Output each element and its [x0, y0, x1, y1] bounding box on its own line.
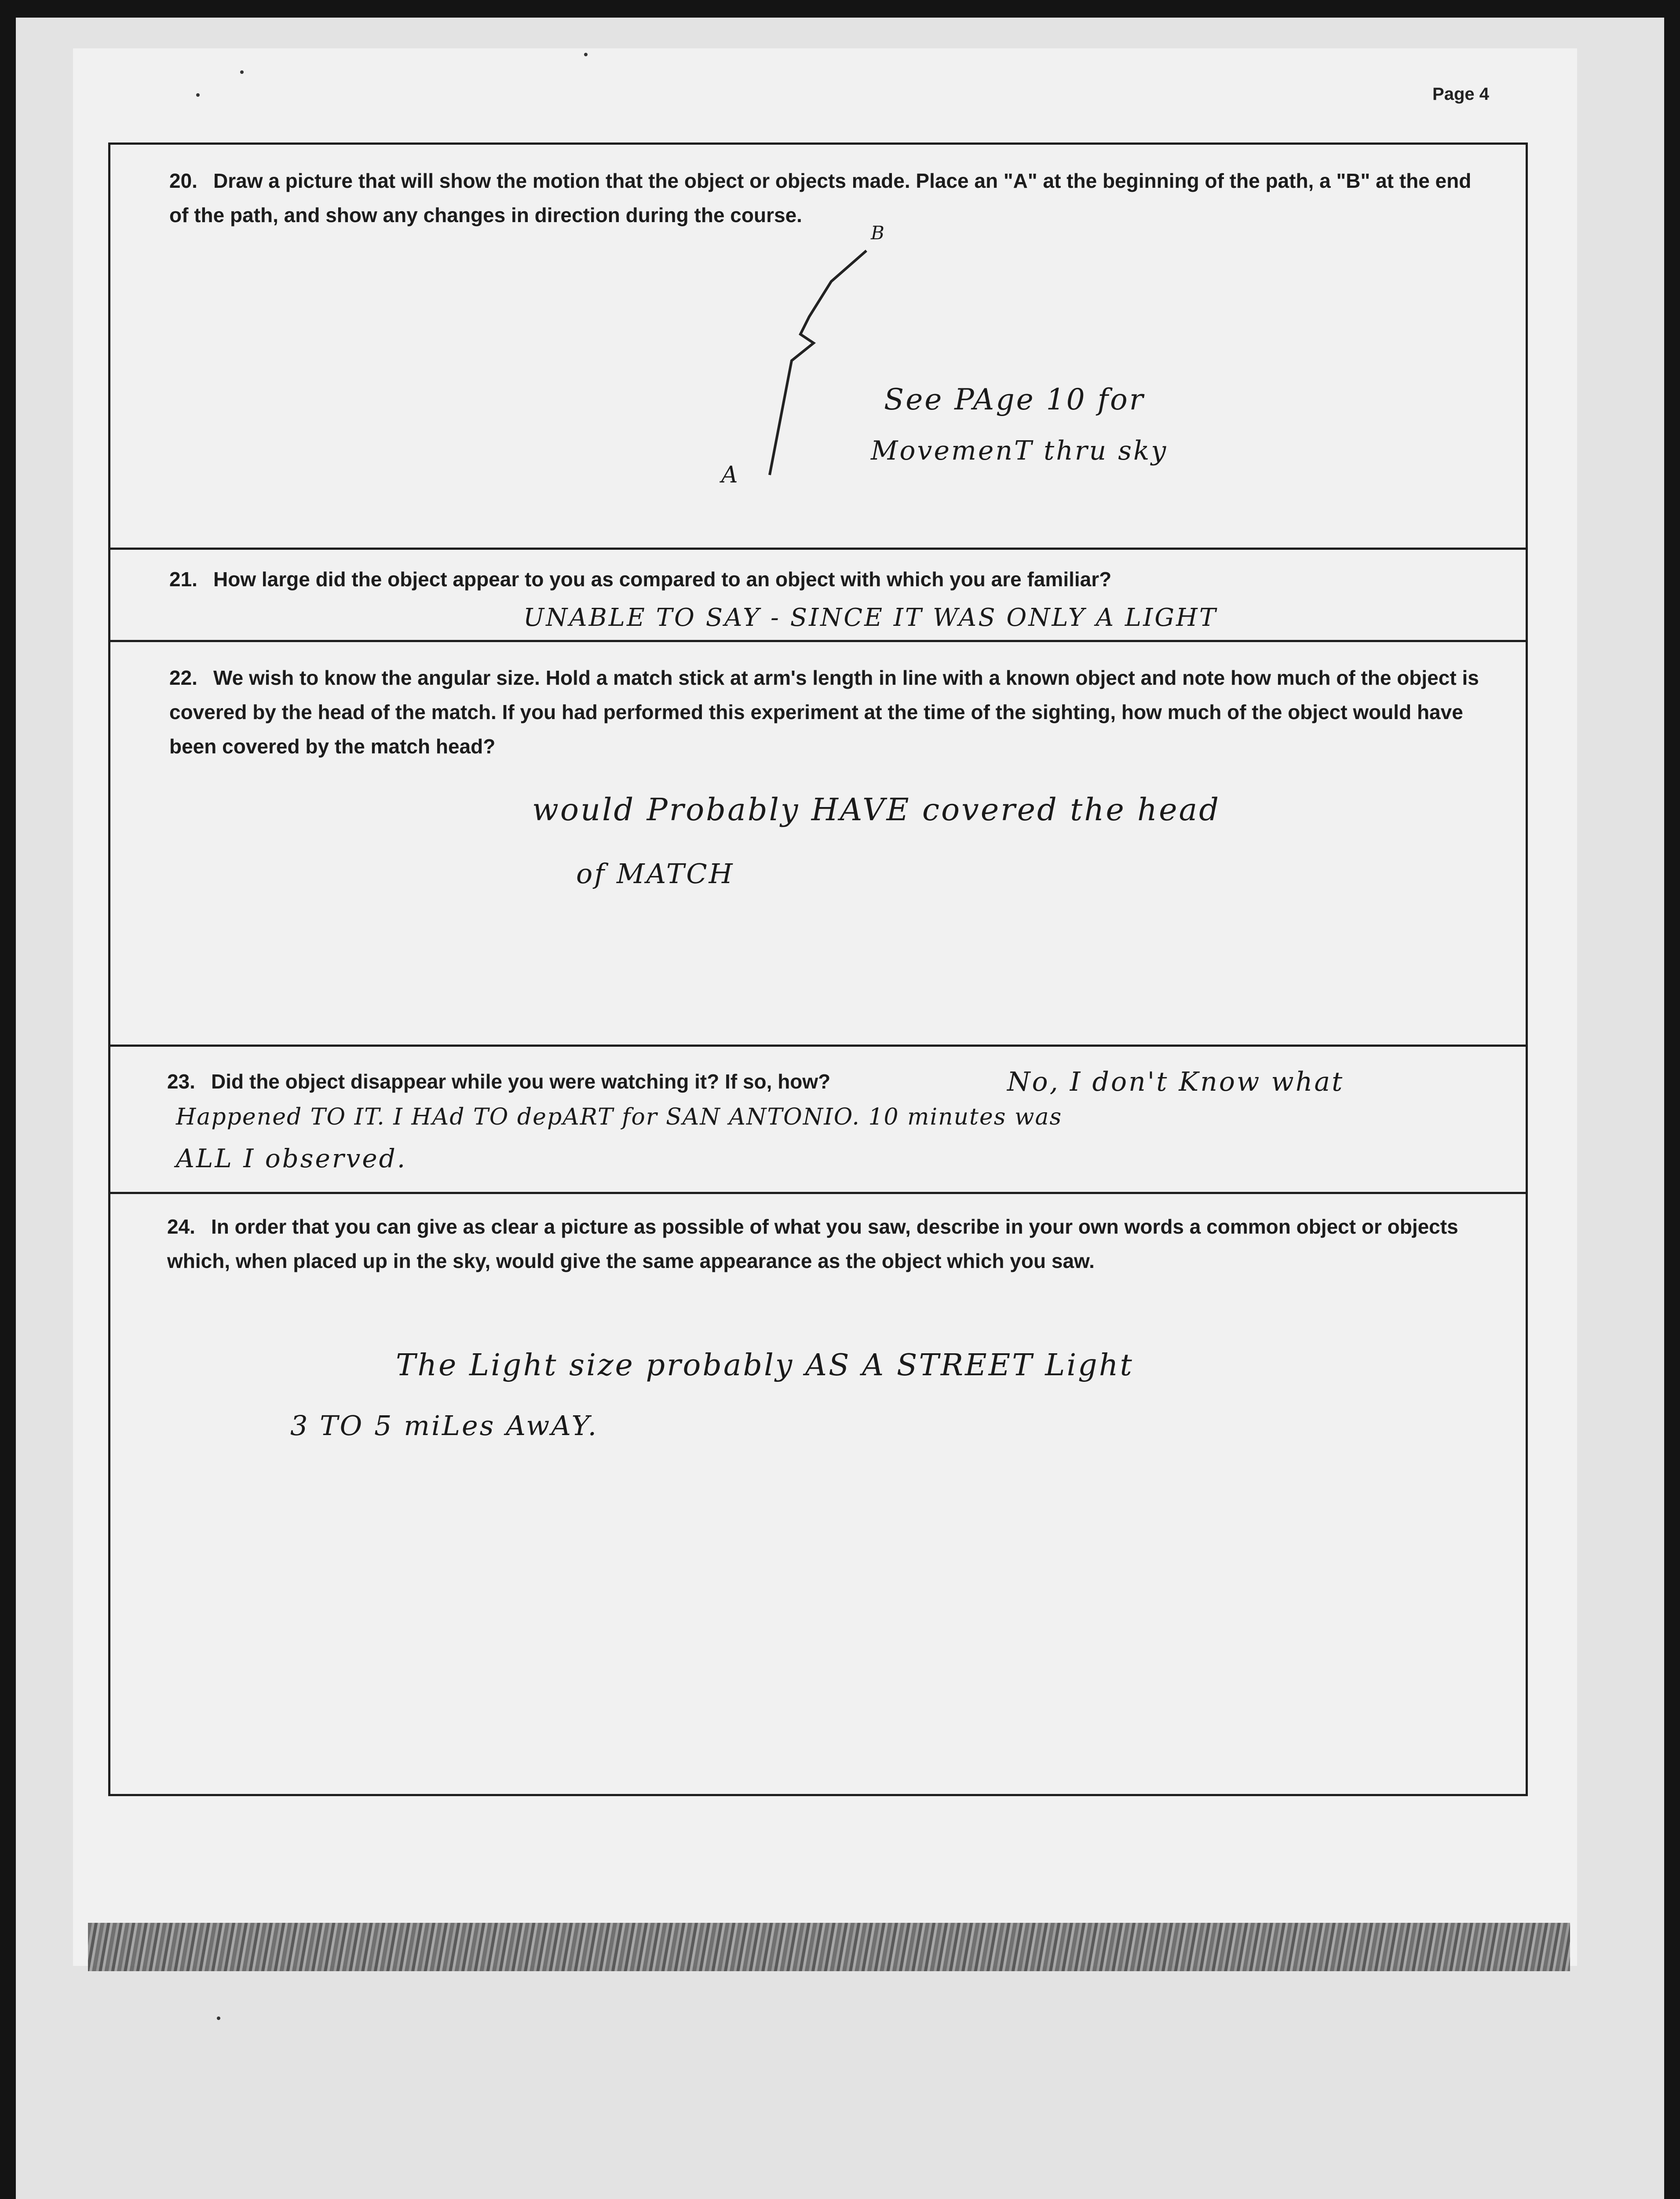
- answer-20-line2: MovemenT thru sky: [871, 435, 1168, 466]
- answer-20-line1: See PAge 10 for: [884, 383, 1145, 416]
- question-22: [169, 661, 1489, 763]
- answer-22-line2: of MATCH: [576, 858, 734, 890]
- divider-22-23: [108, 1045, 1528, 1047]
- speck: [584, 53, 588, 56]
- page-number: Page 4: [1432, 84, 1489, 104]
- answer-23-line2: Happened TO IT. I HAd TO depART for SAN ANTONIO. 10 minutes was: [176, 1104, 1063, 1130]
- question-20-number: 20.: [169, 169, 197, 192]
- question-24: [167, 1209, 1486, 1278]
- speck: [217, 2016, 220, 2020]
- question-21: [169, 562, 1489, 596]
- answer-22-line1: would Probably HAVE covered the head: [532, 792, 1221, 828]
- question-23-number: 23.: [167, 1070, 195, 1093]
- question-21-number: 21.: [169, 568, 197, 591]
- divider-20-21: [108, 548, 1528, 550]
- question-22-number: 22.: [169, 666, 197, 689]
- answer-21: UNABLE TO SAY - SINCE IT WAS ONLY A LIGHT: [523, 603, 1218, 632]
- sketch-label-a: A: [721, 462, 740, 488]
- question-24-text: In order that you can give as clear a picture as possible of what you saw, describe in your own words a common object or objects which, when placed up in the sky, would give the same appearance as the object which you saw.: [167, 1215, 1458, 1272]
- answer-24-line1: The Light size probably AS A STREET Light: [396, 1348, 1134, 1383]
- question-23: [167, 1064, 1047, 1099]
- question-20-text: Draw a picture that will show the motion that the object or objects made. Place an "A" at the beginning of the path, a "B" at the end of the path, and show any changes in direction during the course.: [169, 169, 1472, 226]
- sketch-label-b: B: [871, 222, 886, 244]
- divider-21-22: [108, 640, 1528, 642]
- divider-23-24: [108, 1192, 1528, 1194]
- speck: [196, 93, 200, 97]
- question-24-number: 24.: [167, 1215, 195, 1238]
- question-22-text: We wish to know the angular size. Hold a match stick at arm's length in line with a known object and note how much of the object is covered by the head of the match. If you had performed this experiment at the time of the sighting, how much of the object would have been covered by the match head?: [169, 666, 1479, 758]
- speck: [240, 70, 244, 74]
- answer-24-line2: 3 TO 5 miLes AwAY.: [290, 1410, 599, 1442]
- motion-path-line: [770, 251, 866, 475]
- answer-23-line3: ALL I observed.: [176, 1143, 407, 1173]
- question-20: [169, 164, 1489, 232]
- scan-edge-shadow: [88, 1923, 1570, 1971]
- question-23-text: Did the object disappear while you were watching it? If so, how?: [211, 1070, 831, 1093]
- question-21-text: How large did the object appear to you as compared to an object with which you are familiar?: [213, 568, 1112, 591]
- answer-23-line1: No, I don't Know what: [1007, 1067, 1344, 1097]
